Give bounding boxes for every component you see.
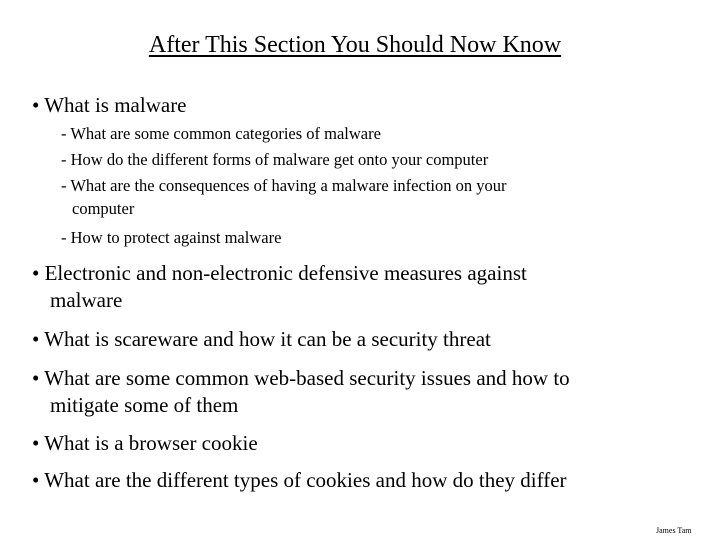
bullet-item xyxy=(32,467,692,494)
slide-title: After This Section You Should Now Know xyxy=(148,32,562,58)
bullet-item xyxy=(32,260,692,314)
sub-item xyxy=(61,121,681,147)
bullet-text-line1: What are some common web-based security issues and how to xyxy=(44,366,570,390)
bullet-text: What are the different types of cookies and how do they differ xyxy=(44,468,567,492)
bullet-item xyxy=(32,365,692,419)
bullet-item xyxy=(32,430,692,457)
sub-item xyxy=(61,225,681,251)
bullet-text: What is a browser cookie xyxy=(44,431,258,455)
bullet-text-line1: Electronic and non-electronic defensive measures against xyxy=(44,261,527,285)
sub-marker: - xyxy=(61,150,67,169)
sub-text-line1: What are the consequences of having a malware infection on your xyxy=(70,176,507,195)
bullet-text: What is scareware and how it can be a security threat xyxy=(44,327,491,351)
sub-marker: - xyxy=(61,228,67,247)
sub-marker: - xyxy=(61,176,67,195)
bullet-marker: • xyxy=(32,468,40,492)
bullet-text-line2: malware xyxy=(50,288,123,312)
sub-text-line2: computer xyxy=(72,199,135,218)
bullet-text: What is malware xyxy=(44,93,187,117)
bullet-marker: • xyxy=(32,93,40,117)
bullet-marker: • xyxy=(32,366,40,390)
sub-item xyxy=(61,173,681,221)
bullet-marker: • xyxy=(32,261,40,285)
sub-marker: - xyxy=(61,124,67,143)
sub-text: What are some common categories of malware xyxy=(70,124,381,143)
bullet-marker: • xyxy=(32,327,40,351)
bullet-item xyxy=(32,326,692,353)
sub-text: How do the different forms of malware get onto your computer xyxy=(70,150,489,169)
author-footer: James Tam xyxy=(656,526,692,535)
sub-text: How to protect against malware xyxy=(70,228,282,247)
sub-item xyxy=(61,147,681,173)
bullet-marker: • xyxy=(32,431,40,455)
bullet-text-line2: mitigate some of them xyxy=(50,393,239,417)
bullet-item xyxy=(32,92,692,119)
